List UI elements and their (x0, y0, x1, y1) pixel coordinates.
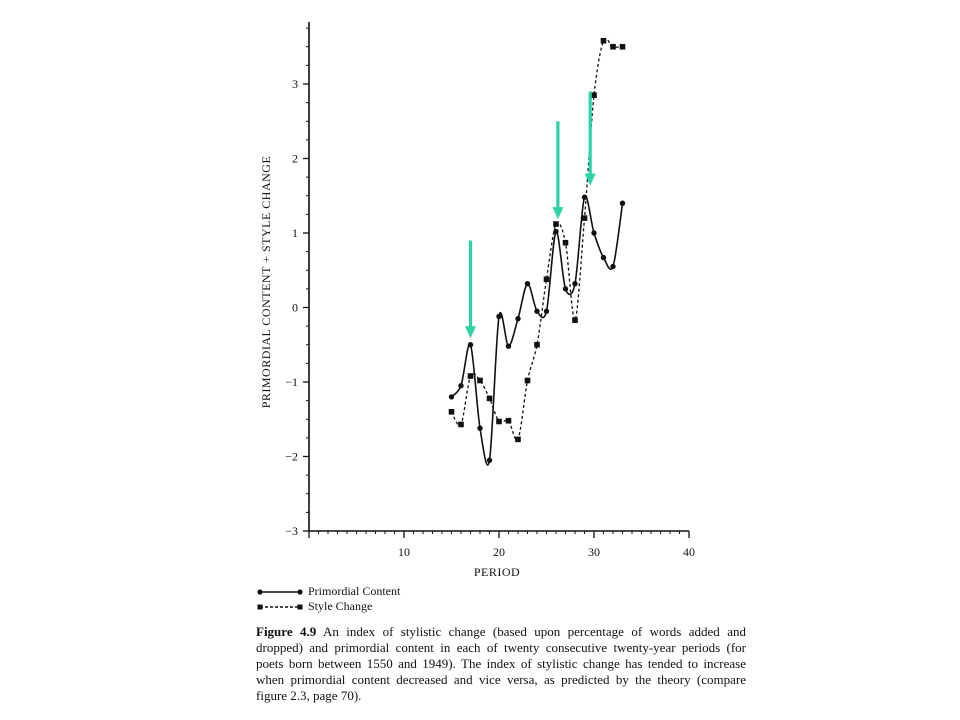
point-primordial-content (610, 264, 615, 269)
x-tick-label: 10 (398, 545, 410, 559)
point-primordial-content (515, 316, 520, 321)
point-style-change (487, 396, 493, 402)
arrow-head-3 (585, 174, 596, 186)
arrow-head-2 (552, 207, 563, 219)
point-primordial-content (506, 344, 511, 349)
y-tick-label: 1 (292, 226, 298, 240)
point-style-change (496, 419, 502, 425)
point-style-change (553, 221, 559, 227)
y-axis-title: PRIMORDIAL CONTENT + STYLE CHANGE (259, 155, 273, 409)
point-primordial-content (496, 314, 501, 319)
point-primordial-content (449, 394, 454, 399)
markers (449, 38, 626, 463)
point-style-change (563, 240, 569, 246)
caption-label: Figure 4.9 (256, 624, 317, 639)
point-primordial-content (487, 458, 492, 463)
point-primordial-content (620, 201, 625, 206)
point-style-change (591, 92, 597, 98)
point-style-change (601, 38, 607, 44)
point-primordial-content (525, 281, 530, 286)
point-style-change (477, 378, 483, 384)
axes (285, 22, 695, 559)
series-line-primordial-content (452, 196, 623, 465)
point-primordial-content (534, 309, 539, 314)
y-tick-label: −2 (285, 449, 298, 464)
point-style-change (610, 44, 616, 50)
y-tick-label: −3 (285, 524, 298, 538)
point-style-change (449, 409, 455, 415)
point-style-change (582, 215, 588, 221)
annotation-arrows (465, 91, 596, 338)
legend-label-primordial: Primordial Content (308, 584, 401, 598)
point-style-change (468, 373, 474, 379)
legend-label-style-change: Style Change (308, 599, 373, 613)
legend-item-primordial (256, 584, 400, 599)
x-tick-label: 40 (683, 545, 695, 559)
x-tick-label: 20 (493, 545, 505, 559)
point-style-change (506, 418, 512, 424)
caption-line-5: figure 2.3, page 70). (256, 688, 362, 703)
point-primordial-content (582, 195, 587, 200)
point-style-change (620, 44, 626, 50)
legend (256, 584, 400, 614)
point-primordial-content (591, 230, 596, 235)
y-tick-label: 3 (292, 77, 298, 91)
caption-line-4: when primordial content decreased and vice versa, as predicted by the theory (compare (256, 672, 746, 687)
arrow-head-1 (465, 326, 476, 338)
plot-lines (452, 39, 623, 465)
point-primordial-content (572, 281, 577, 286)
point-style-change (458, 422, 464, 428)
x-tick-label: 30 (588, 545, 600, 559)
point-style-change (572, 317, 578, 323)
y-tick-label: 2 (292, 151, 298, 166)
caption-line-1 (256, 624, 746, 640)
point-primordial-content (468, 342, 473, 347)
point-primordial-content (553, 229, 558, 234)
y-tick-label: 0 (292, 300, 298, 315)
point-style-change (515, 437, 521, 443)
legend-swatch-solid-circle (256, 586, 304, 598)
y-tick-label: −1 (285, 375, 298, 389)
point-style-change (534, 342, 540, 348)
legend-item-style-change (256, 599, 400, 614)
point-style-change (525, 378, 531, 384)
point-primordial-content (477, 425, 482, 430)
figure-caption (256, 624, 746, 704)
point-primordial-content (601, 255, 606, 260)
x-axis-title: PERIOD (473, 565, 521, 579)
legend-swatch-dashed-square (256, 601, 304, 613)
caption-line-3: poets born between 1550 and 1949). The index of stylistic change has tended to increase (256, 656, 746, 671)
point-style-change (544, 276, 550, 282)
point-primordial-content (544, 309, 549, 314)
caption-text-1: An index of stylistic change (based upon percentage of words added and (322, 624, 746, 639)
caption-line-2: dropped) and primordial content in each of twenty consecutive twenty-year periods (for (256, 640, 746, 655)
point-primordial-content (458, 383, 463, 388)
point-primordial-content (563, 286, 568, 291)
